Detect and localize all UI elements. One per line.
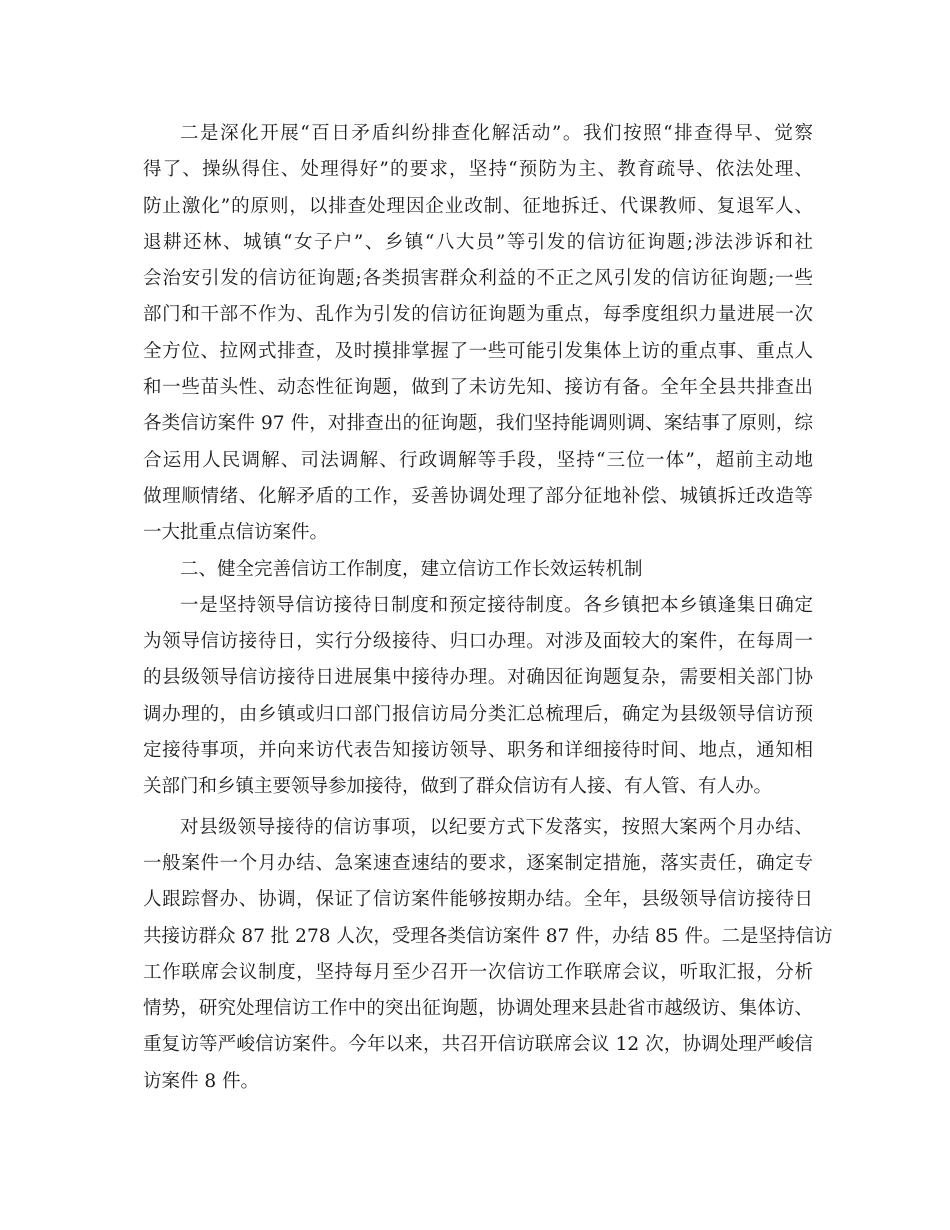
paragraph-line: 一般案件一个月办结、急案速查速结的要求，逐案制定措施，落实责任，确定专: [143, 852, 813, 874]
paragraph-line: 重复访等严峻信访案件。今年以来，共召开信访联席会议 12 次，协调处理严峻信: [143, 1034, 813, 1056]
paragraph-line: 全方位、拉网式排查，及时摸排掌握了一些可能引发集体上访的重点事、重点人: [143, 340, 813, 362]
paragraph-line: 防止激化”的原则，以排查处理因企业改制、征地拆迁、代课教师、复退军人、: [143, 195, 813, 217]
paragraph-line: 部门和干部不作为、乱作为引发的信访征询题为重点，每季度组织力量进展一次: [143, 304, 813, 326]
section-heading: 二、健全完善信访工作制度，建立信访工作长效运转机制: [180, 558, 643, 580]
paragraph-line: 定接待事项，并向来访代表告知接访领导、职务和详细接待时间、地点，通知相: [143, 740, 813, 762]
paragraph-line: 做理顺情绪、化解矛盾的工作，妥善协调处理了部分征地补偿、城镇拆迁改造等: [143, 485, 813, 507]
paragraph-line: 对县级领导接待的信访事项，以纪要方式下发落实，按照大案两个月办结、: [180, 816, 813, 838]
paragraph-line: 各类信访案件 97 件，对排查出的征询题，我们坚持能调则调、案结事了原则，综: [143, 413, 813, 435]
document-body: [143, 116, 833, 1100]
paragraph-line: 为领导信访接待日，实行分级接待、归口办理。对涉及面较大的案件，在每周一: [143, 631, 813, 653]
paragraph-line: 一大批重点信访案件。: [143, 522, 329, 544]
paragraph-line: 访案件 8 件。: [143, 1070, 260, 1092]
paragraph-line: 合运用人民调解、司法调解、行政调解等手段，坚持“三位一体”，超前主动地: [143, 449, 813, 471]
paragraph-line: 人跟踪督办、协调，保证了信访案件能够按期办结。全年，县级领导信访接待日: [143, 889, 813, 911]
paragraph-line: 和一些苗头性、动态性征询题，做到了未访先知、接访有备。全年全县共排查出: [143, 377, 813, 399]
paragraph-line: 一是坚持领导信访接待日制度和预定接待制度。各乡镇把本乡镇逢集日确定: [180, 594, 813, 616]
paragraph-line: 退耕还林、城镇“女子户”、乡镇“八大员”等引发的信访征询题;涉法涉诉和社: [143, 231, 813, 253]
paragraph-line: 关部门和乡镇主要领导参加接待，做到了群众信访有人接、有人管、有人办。: [143, 776, 773, 798]
paragraph-line: 情势，研究处理信访工作中的突出征询题，协调处理来县赴省市越级访、集体访、: [143, 998, 813, 1020]
paragraph-line: 调办理的，由乡镇或归口部门报信访局分类汇总梳理后，确定为县级领导信访预: [143, 703, 813, 725]
paragraph-line: 得了、操纵得住、处理得好”的要求，坚持“预防为主、教育疏导、依法处理、: [143, 159, 813, 181]
paragraph-line: 共接访群众 87 批 278 人次，受理各类信访案件 87 件，办结 85 件。二是坚持信访: [143, 925, 833, 947]
paragraph-line: 会治安引发的信访征询题;各类损害群众利益的不正之风引发的信访征询题;一些: [143, 268, 813, 290]
paragraph-line: 的县级领导信访接待日进展集中接待办理。对确因征询题复杂，需要相关部门协: [143, 667, 813, 689]
paragraph-line: 二是深化开展“百日矛盾纠纷排查化解活动”。我们按照“排查得早、觉察: [180, 123, 813, 144]
paragraph-line: 工作联席会议制度，坚持每月至少召开一次信访工作联席会议，听取汇报，分析: [143, 961, 813, 983]
